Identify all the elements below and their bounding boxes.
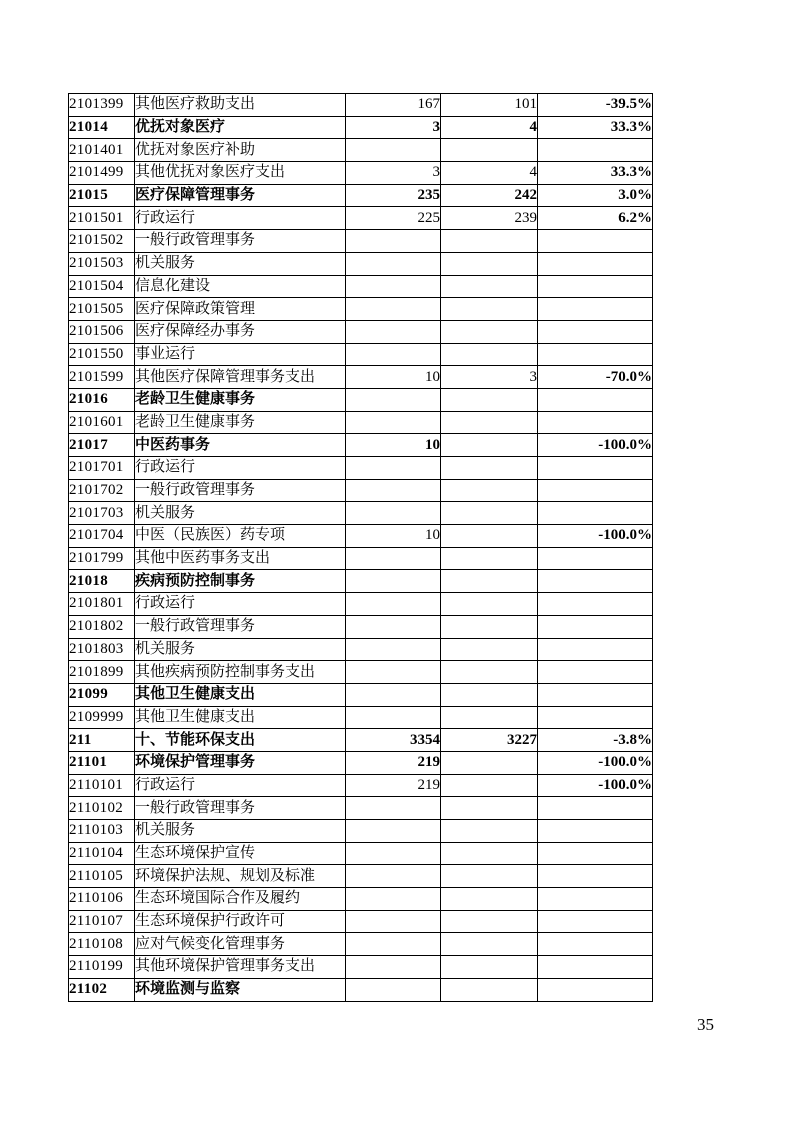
cell-change-percent: [538, 275, 653, 298]
cell-actual-value: [441, 479, 538, 502]
cell-actual-value: [441, 865, 538, 888]
cell-change-percent: 6.2%: [538, 207, 653, 230]
cell-budget-value: [346, 320, 441, 343]
table-row: [69, 638, 653, 661]
cell-budget-value: 10: [346, 366, 441, 389]
cell-budget-value: 219: [346, 751, 441, 774]
cell-actual-value: [441, 502, 538, 525]
cell-name: 医疗保障经办事务: [135, 320, 346, 343]
table-row: [69, 162, 653, 185]
cell-budget-value: [346, 457, 441, 480]
cell-change-percent: 33.3%: [538, 116, 653, 139]
table-row: [69, 411, 653, 434]
cell-budget-value: [346, 978, 441, 1001]
cell-actual-value: [441, 661, 538, 684]
table-row: [69, 933, 653, 956]
cell-actual-value: [441, 525, 538, 548]
cell-actual-value: 4: [441, 162, 538, 185]
cell-budget-value: [346, 388, 441, 411]
cell-name: 十、节能环保支出: [135, 729, 346, 752]
cell-budget-value: [346, 661, 441, 684]
cell-change-percent: [538, 933, 653, 956]
cell-change-percent: [538, 457, 653, 480]
table-row: [69, 434, 653, 457]
cell-budget-value: [346, 888, 441, 911]
cell-budget-value: [346, 638, 441, 661]
cell-code: 2101803: [69, 638, 135, 661]
cell-name: 其他优抚对象医疗支出: [135, 162, 346, 185]
table-row: [69, 252, 653, 275]
table-row: [69, 683, 653, 706]
cell-code: 2110199: [69, 956, 135, 979]
cell-change-percent: [538, 139, 653, 162]
table-row: [69, 116, 653, 139]
table-row: [69, 547, 653, 570]
table-row: [69, 275, 653, 298]
table-row: [69, 956, 653, 979]
cell-actual-value: [441, 683, 538, 706]
cell-actual-value: [441, 252, 538, 275]
table-row: [69, 615, 653, 638]
cell-change-percent: [538, 230, 653, 253]
table-row: [69, 184, 653, 207]
cell-change-percent: [538, 956, 653, 979]
cell-code: 2110105: [69, 865, 135, 888]
cell-code: 2101503: [69, 252, 135, 275]
cell-budget-value: [346, 570, 441, 593]
cell-budget-value: 3: [346, 162, 441, 185]
cell-name: 医疗保障管理事务: [135, 184, 346, 207]
table-row: [69, 343, 653, 366]
cell-code: 2101601: [69, 411, 135, 434]
cell-budget-value: 10: [346, 525, 441, 548]
cell-actual-value: [441, 910, 538, 933]
table-row: [69, 706, 653, 729]
cell-change-percent: [538, 252, 653, 275]
cell-change-percent: [538, 411, 653, 434]
cell-actual-value: [441, 434, 538, 457]
table-row: [69, 94, 653, 117]
cell-change-percent: -70.0%: [538, 366, 653, 389]
cell-code: 2101502: [69, 230, 135, 253]
cell-change-percent: [538, 820, 653, 843]
cell-code: 2101499: [69, 162, 135, 185]
cell-actual-value: [441, 593, 538, 616]
cell-name: 环境保护管理事务: [135, 751, 346, 774]
cell-budget-value: [346, 797, 441, 820]
table-row: [69, 593, 653, 616]
cell-actual-value: [441, 230, 538, 253]
cell-budget-value: [346, 842, 441, 865]
table-row: [69, 479, 653, 502]
cell-actual-value: 4: [441, 116, 538, 139]
cell-budget-value: 10: [346, 434, 441, 457]
table-row: [69, 298, 653, 321]
table-row: [69, 729, 653, 752]
cell-name: 其他医疗保障管理事务支出: [135, 366, 346, 389]
cell-budget-value: [346, 706, 441, 729]
cell-actual-value: [441, 320, 538, 343]
cell-code: 2101501: [69, 207, 135, 230]
table-row: [69, 388, 653, 411]
cell-actual-value: [441, 933, 538, 956]
cell-change-percent: -3.8%: [538, 729, 653, 752]
cell-code: 21102: [69, 978, 135, 1001]
cell-name: 老龄卫生健康事务: [135, 388, 346, 411]
cell-name: 机关服务: [135, 252, 346, 275]
cell-code: 2109999: [69, 706, 135, 729]
cell-code: 2110102: [69, 797, 135, 820]
cell-budget-value: [346, 820, 441, 843]
cell-change-percent: [538, 593, 653, 616]
cell-budget-value: [346, 411, 441, 434]
cell-actual-value: [441, 888, 538, 911]
table-row: [69, 978, 653, 1001]
cell-name: 一般行政管理事务: [135, 230, 346, 253]
cell-change-percent: [538, 661, 653, 684]
cell-actual-value: [441, 275, 538, 298]
cell-change-percent: [538, 842, 653, 865]
cell-code: 21015: [69, 184, 135, 207]
cell-code: 2101550: [69, 343, 135, 366]
cell-budget-value: [346, 615, 441, 638]
cell-budget-value: [346, 502, 441, 525]
cell-actual-value: [441, 706, 538, 729]
cell-change-percent: [538, 343, 653, 366]
cell-name: 其他疾病预防控制事务支出: [135, 661, 346, 684]
cell-code: 2110107: [69, 910, 135, 933]
cell-name: 其他卫生健康支出: [135, 683, 346, 706]
cell-name: 中医（民族医）药专项: [135, 525, 346, 548]
cell-name: 疾病预防控制事务: [135, 570, 346, 593]
cell-budget-value: [346, 865, 441, 888]
cell-actual-value: [441, 411, 538, 434]
cell-budget-value: 3: [346, 116, 441, 139]
table-row: [69, 570, 653, 593]
table-row: [69, 797, 653, 820]
cell-name: 优抚对象医疗补助: [135, 139, 346, 162]
cell-code: 21099: [69, 683, 135, 706]
table-row: [69, 865, 653, 888]
cell-code: 2101702: [69, 479, 135, 502]
table-row: [69, 207, 653, 230]
cell-code: 2110103: [69, 820, 135, 843]
cell-change-percent: [538, 570, 653, 593]
cell-actual-value: [441, 343, 538, 366]
cell-budget-value: [346, 547, 441, 570]
cell-change-percent: [538, 797, 653, 820]
cell-actual-value: [441, 457, 538, 480]
cell-name: 行政运行: [135, 457, 346, 480]
cell-change-percent: [538, 978, 653, 1001]
cell-budget-value: [346, 275, 441, 298]
table-row: [69, 888, 653, 911]
cell-code: 21018: [69, 570, 135, 593]
cell-budget-value: 225: [346, 207, 441, 230]
cell-change-percent: [538, 910, 653, 933]
cell-budget-value: [346, 933, 441, 956]
cell-actual-value: [441, 547, 538, 570]
cell-code: 21014: [69, 116, 135, 139]
cell-code: 2110106: [69, 888, 135, 911]
cell-code: 2101802: [69, 615, 135, 638]
cell-actual-value: [441, 570, 538, 593]
cell-code: 2110101: [69, 774, 135, 797]
cell-code: 2101701: [69, 457, 135, 480]
cell-name: 生态环境保护宣传: [135, 842, 346, 865]
cell-code: 2101599: [69, 366, 135, 389]
cell-actual-value: [441, 139, 538, 162]
cell-change-percent: [538, 479, 653, 502]
cell-budget-value: [346, 230, 441, 253]
cell-actual-value: 239: [441, 207, 538, 230]
cell-budget-value: 219: [346, 774, 441, 797]
cell-code: 2110104: [69, 842, 135, 865]
cell-code: 2101799: [69, 547, 135, 570]
cell-actual-value: [441, 298, 538, 321]
cell-name: 事业运行: [135, 343, 346, 366]
cell-name: 机关服务: [135, 820, 346, 843]
table-row: [69, 230, 653, 253]
cell-change-percent: [538, 683, 653, 706]
cell-actual-value: [441, 797, 538, 820]
cell-actual-value: [441, 638, 538, 661]
cell-name: 应对气候变化管理事务: [135, 933, 346, 956]
cell-change-percent: [538, 706, 653, 729]
cell-change-percent: [538, 638, 653, 661]
cell-budget-value: [346, 479, 441, 502]
cell-name: 老龄卫生健康事务: [135, 411, 346, 434]
cell-budget-value: [346, 593, 441, 616]
cell-budget-value: [346, 910, 441, 933]
cell-code: 2101704: [69, 525, 135, 548]
cell-code: 21016: [69, 388, 135, 411]
cell-code: 2101401: [69, 139, 135, 162]
cell-change-percent: -100.0%: [538, 434, 653, 457]
cell-actual-value: 101: [441, 94, 538, 117]
cell-change-percent: [538, 865, 653, 888]
cell-actual-value: [441, 978, 538, 1001]
cell-change-percent: -100.0%: [538, 774, 653, 797]
cell-code: 21101: [69, 751, 135, 774]
table-row: [69, 502, 653, 525]
table-row: [69, 661, 653, 684]
table-row: [69, 842, 653, 865]
cell-actual-value: [441, 751, 538, 774]
cell-code: 2110108: [69, 933, 135, 956]
cell-code: 21017: [69, 434, 135, 457]
cell-name: 环境监测与监察: [135, 978, 346, 1001]
cell-name: 优抚对象医疗: [135, 116, 346, 139]
cell-budget-value: [346, 252, 441, 275]
table-row: [69, 139, 653, 162]
cell-budget-value: [346, 956, 441, 979]
cell-code: 2101801: [69, 593, 135, 616]
cell-change-percent: -100.0%: [538, 525, 653, 548]
cell-budget-value: 167: [346, 94, 441, 117]
budget-table-body: [69, 94, 653, 1002]
cell-code: 2101899: [69, 661, 135, 684]
cell-budget-value: 235: [346, 184, 441, 207]
cell-name: 一般行政管理事务: [135, 615, 346, 638]
cell-name: 一般行政管理事务: [135, 479, 346, 502]
cell-actual-value: 3227: [441, 729, 538, 752]
cell-budget-value: [346, 343, 441, 366]
cell-name: 生态环境保护行政许可: [135, 910, 346, 933]
cell-change-percent: [538, 298, 653, 321]
table-row: [69, 820, 653, 843]
cell-name: 其他医疗救助支出: [135, 94, 346, 117]
cell-change-percent: [538, 502, 653, 525]
cell-name: 机关服务: [135, 638, 346, 661]
table-row: [69, 525, 653, 548]
cell-name: 行政运行: [135, 207, 346, 230]
cell-name: 机关服务: [135, 502, 346, 525]
cell-budget-value: [346, 298, 441, 321]
table-row: [69, 320, 653, 343]
cell-actual-value: [441, 615, 538, 638]
cell-actual-value: 242: [441, 184, 538, 207]
table-row: [69, 910, 653, 933]
cell-name: 行政运行: [135, 593, 346, 616]
cell-code: 2101505: [69, 298, 135, 321]
cell-actual-value: 3: [441, 366, 538, 389]
cell-change-percent: 3.0%: [538, 184, 653, 207]
cell-change-percent: [538, 388, 653, 411]
budget-table: [68, 93, 653, 1002]
cell-budget-value: [346, 139, 441, 162]
cell-name: 生态环境国际合作及履约: [135, 888, 346, 911]
cell-actual-value: [441, 774, 538, 797]
cell-name: 医疗保障政策管理: [135, 298, 346, 321]
table-row: [69, 366, 653, 389]
cell-name: 其他中医药事务支出: [135, 547, 346, 570]
cell-name: 信息化建设: [135, 275, 346, 298]
cell-change-percent: -39.5%: [538, 94, 653, 117]
cell-name: 中医药事务: [135, 434, 346, 457]
cell-change-percent: [538, 615, 653, 638]
cell-actual-value: [441, 388, 538, 411]
cell-actual-value: [441, 842, 538, 865]
cell-change-percent: -100.0%: [538, 751, 653, 774]
cell-code: 2101703: [69, 502, 135, 525]
cell-name: 其他卫生健康支出: [135, 706, 346, 729]
cell-actual-value: [441, 820, 538, 843]
cell-name: 环境保护法规、规划及标准: [135, 865, 346, 888]
cell-code: 2101399: [69, 94, 135, 117]
table-row: [69, 774, 653, 797]
table-row: [69, 751, 653, 774]
cell-change-percent: [538, 888, 653, 911]
cell-change-percent: [538, 320, 653, 343]
cell-actual-value: [441, 956, 538, 979]
cell-change-percent: [538, 547, 653, 570]
cell-code: 2101504: [69, 275, 135, 298]
cell-name: 行政运行: [135, 774, 346, 797]
cell-change-percent: 33.3%: [538, 162, 653, 185]
cell-name: 其他环境保护管理事务支出: [135, 956, 346, 979]
table-row: [69, 457, 653, 480]
cell-budget-value: [346, 683, 441, 706]
cell-budget-value: 3354: [346, 729, 441, 752]
cell-name: 一般行政管理事务: [135, 797, 346, 820]
cell-code: 211: [69, 729, 135, 752]
page-number: 35: [697, 1015, 714, 1034]
cell-code: 2101506: [69, 320, 135, 343]
